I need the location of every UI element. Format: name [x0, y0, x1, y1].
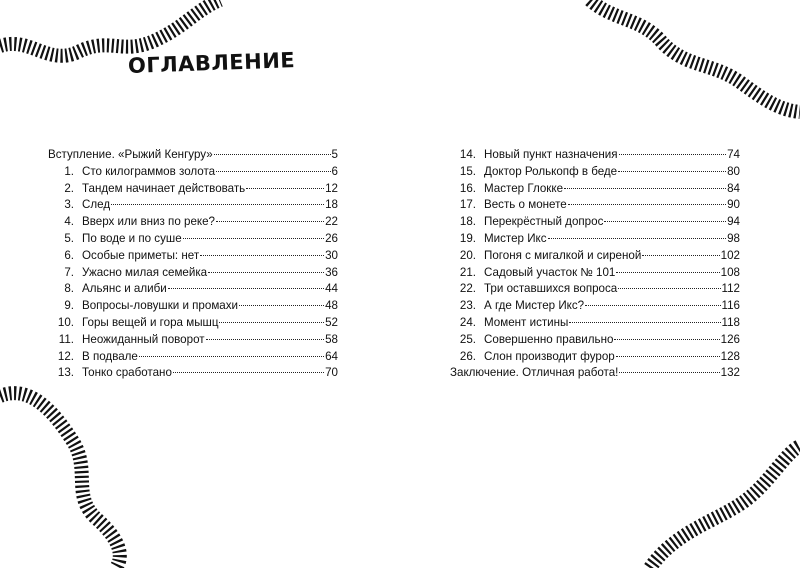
- toc-entry-leader-dots: [619, 372, 719, 373]
- stripe-curve-top-right: [590, 0, 800, 112]
- toc-entry-number: 2.: [64, 181, 74, 195]
- toc-entry-page-number: 12: [325, 181, 338, 195]
- toc-entry: [48, 315, 338, 332]
- toc-entry-title: Мистер Икс: [484, 231, 547, 245]
- toc-entry-leader-dots: [618, 288, 720, 289]
- toc-entry: [450, 349, 740, 366]
- toc-entry-title: Мастер Глокке: [484, 181, 564, 195]
- toc-entry-leader-dots: [200, 255, 324, 256]
- toc-entry-title: Особые приметы: нет: [82, 248, 200, 262]
- toc-entry-title: Сто килограммов золота: [82, 164, 216, 178]
- toc-entry: [450, 298, 740, 315]
- toc-entry: [48, 164, 338, 181]
- toc-entry-title: Погоня с мигалкой и сиреной: [484, 248, 642, 262]
- toc-entry-leader-dots: [246, 188, 324, 189]
- toc-entry-page-number: 102: [720, 248, 740, 262]
- toc-entry-page-number: 84: [727, 181, 740, 195]
- toc-entry-number: 10.: [57, 315, 74, 329]
- toc-entry-title: Весть о монете: [484, 198, 567, 212]
- toc-column-left: [48, 147, 338, 382]
- toc-entry-leader-dots: [139, 356, 324, 357]
- toc-entry: [48, 181, 338, 198]
- toc-entry: [450, 248, 740, 265]
- toc-entry: [450, 231, 740, 248]
- toc-entry-page-number: 48: [325, 299, 338, 313]
- toc-entry-number: 9.: [64, 299, 74, 313]
- toc-entry-title: Тонко сработано: [82, 366, 172, 380]
- toc-entry-title: Горы вещей и гора мышц: [82, 315, 219, 329]
- toc-entry-leader-dots: [616, 356, 720, 357]
- toc-entry-number: 12.: [57, 349, 74, 363]
- toc-entry-leader-dots: [604, 221, 726, 222]
- toc-entry-leader-dots: [206, 339, 325, 340]
- toc-entry-page-number: 36: [325, 265, 338, 279]
- toc-entry-number: 8.: [64, 282, 74, 296]
- toc-entry-number: 21.: [459, 265, 476, 279]
- toc-entry-page-number: 118: [721, 315, 740, 329]
- toc-entry-leader-dots: [564, 188, 726, 189]
- toc-entry-title: Альянс и алиби: [82, 282, 167, 296]
- toc-entry-leader-dots: [239, 305, 324, 306]
- toc-entry-leader-dots: [614, 339, 719, 340]
- toc-entry-number: 26.: [459, 349, 476, 363]
- toc-entry-title: След: [82, 198, 111, 212]
- toc-entry-title: Новый пункт назначения: [484, 148, 618, 161]
- toc-entry: [48, 197, 338, 214]
- toc-entry: [450, 214, 740, 231]
- toc-entry-leader-dots: [173, 372, 324, 373]
- toc-entry: [450, 365, 740, 382]
- toc-entry-title: Тандем начинает действовать: [82, 181, 246, 195]
- toc-column-right: [450, 147, 740, 382]
- toc-entry: [450, 315, 740, 332]
- toc-entry-number: 16.: [459, 181, 476, 195]
- toc-entry-number: 17.: [459, 198, 476, 212]
- toc-entry: [450, 164, 740, 181]
- stripe-curve-bottom-right: [650, 446, 800, 568]
- toc-entry-page-number: 90: [727, 198, 740, 212]
- toc-entry-leader-dots: [616, 272, 719, 273]
- toc-entry-page-number: 108: [720, 265, 740, 279]
- toc-entry: [450, 197, 740, 214]
- toc-entry-number: 11.: [58, 332, 74, 346]
- toc-entry-title: Слон производит фурор: [484, 349, 615, 363]
- toc-entry-number: 7.: [64, 265, 74, 279]
- toc-entry-title: Совершенно правильно: [484, 332, 614, 346]
- toc-entry-page-number: 70: [325, 366, 338, 380]
- toc-entry-title: Перекрёстный допрос: [484, 215, 604, 229]
- toc-entry: [48, 147, 338, 164]
- toc-entry-page-number: 80: [727, 164, 740, 178]
- toc-entry-title: Вверх или вниз по реке?: [82, 215, 215, 229]
- toc-entry-leader-dots: [208, 272, 324, 273]
- toc-entry-page-number: 44: [325, 282, 338, 296]
- toc-entry-title: Вступление. «Рыжий Кенгуру»: [48, 148, 213, 161]
- toc-entry-title: Заключение. Отличная работа!: [450, 366, 619, 380]
- toc-entry: [48, 265, 338, 282]
- toc-entry: [48, 231, 338, 248]
- toc-entry-leader-dots: [214, 154, 331, 155]
- toc-entry-number: 13.: [57, 366, 74, 380]
- toc-entry: [450, 265, 740, 282]
- toc-entry-number: 3.: [64, 198, 74, 212]
- toc-entry: [48, 298, 338, 315]
- toc-entry-page-number: 132: [720, 366, 740, 380]
- toc-entry-leader-dots: [619, 154, 727, 155]
- toc-entry-number: 24.: [459, 315, 476, 329]
- toc-entry-number: 19.: [459, 231, 476, 245]
- toc-entry: [48, 349, 338, 366]
- toc-entry-page-number: 126: [720, 332, 740, 346]
- toc-entry-number: 20.: [459, 248, 476, 262]
- toc-entry: [48, 281, 338, 298]
- toc-entry-title: Неожиданный поворот: [82, 332, 205, 346]
- toc-entry: [48, 332, 338, 349]
- toc-entry-page-number: 98: [727, 231, 740, 245]
- toc-entry-leader-dots: [569, 322, 720, 323]
- toc-entry-number: 23.: [459, 299, 476, 313]
- page-title: ОГЛАВЛЕНИЕ: [127, 48, 296, 78]
- toc-entry: [450, 147, 740, 164]
- toc-entry-page-number: 26: [325, 231, 338, 245]
- toc-entry-number: 22.: [459, 282, 476, 296]
- toc-entry: [48, 365, 338, 382]
- toc-entry-title: В подвале: [82, 349, 138, 363]
- toc-entry: [48, 248, 338, 265]
- toc-entry-number: 6.: [64, 248, 74, 262]
- toc-entry-page-number: 74: [727, 148, 740, 161]
- toc-entry-title: Ужасно милая семейка: [82, 265, 208, 279]
- toc-entry-leader-dots: [585, 305, 720, 306]
- toc-entry-number: 18.: [459, 215, 476, 229]
- toc-entry-leader-dots: [216, 171, 330, 172]
- toc-entry-page-number: 64: [325, 349, 338, 363]
- toc-entry-title: По воде и по суше: [82, 231, 182, 245]
- toc-entry: [450, 281, 740, 298]
- toc-entry-number: 15.: [459, 164, 476, 178]
- toc-entry: [450, 181, 740, 198]
- toc-entry: [48, 214, 338, 231]
- toc-entry-page-number: 6: [331, 164, 338, 178]
- toc-entry-title: Три оставшихся вопроса: [484, 282, 618, 296]
- toc-entry-title: Вопросы-ловушки и промахи: [82, 299, 239, 313]
- toc-entry-number: 4.: [64, 215, 74, 229]
- toc-entry-page-number: 22: [325, 215, 338, 229]
- toc-entry-number: 5.: [64, 231, 74, 245]
- stripe-curve-bottom-left: [0, 393, 120, 568]
- toc-entry-title: А где Мистер Икс?: [484, 299, 585, 313]
- toc-entry-page-number: 58: [325, 332, 338, 346]
- toc-entry-leader-dots: [568, 204, 726, 205]
- toc-entry-page-number: 52: [325, 315, 338, 329]
- toc-entry-page-number: 112: [721, 282, 740, 296]
- toc-entry-title: Доктор Ролькопф в беде: [484, 164, 618, 178]
- toc-entry-number: 25.: [459, 332, 476, 346]
- toc-entry-leader-dots: [183, 238, 324, 239]
- toc-entry: [450, 332, 740, 349]
- toc-entry-page-number: 94: [727, 215, 740, 229]
- toc-entry-leader-dots: [111, 204, 324, 205]
- toc-entry-title: Садовый участок № 101: [484, 265, 616, 279]
- toc-entry-page-number: 5: [331, 148, 338, 161]
- toc-entry-page-number: 116: [721, 299, 740, 313]
- toc-entry-leader-dots: [219, 322, 324, 323]
- toc-entry-leader-dots: [216, 221, 324, 222]
- toc-entry-number: 1.: [64, 164, 74, 178]
- stripe-curve-top-left: [0, 0, 220, 56]
- toc-entry-leader-dots: [168, 288, 324, 289]
- toc-entry-page-number: 30: [325, 248, 338, 262]
- toc-entry-page-number: 18: [325, 198, 338, 212]
- toc-entry-leader-dots: [618, 171, 726, 172]
- toc-entry-title: Момент истины: [484, 315, 569, 329]
- toc-entry-page-number: 128: [720, 349, 740, 363]
- toc-entry-leader-dots: [642, 255, 719, 256]
- toc-entry-number: 14.: [459, 148, 476, 161]
- toc-entry-leader-dots: [548, 238, 727, 239]
